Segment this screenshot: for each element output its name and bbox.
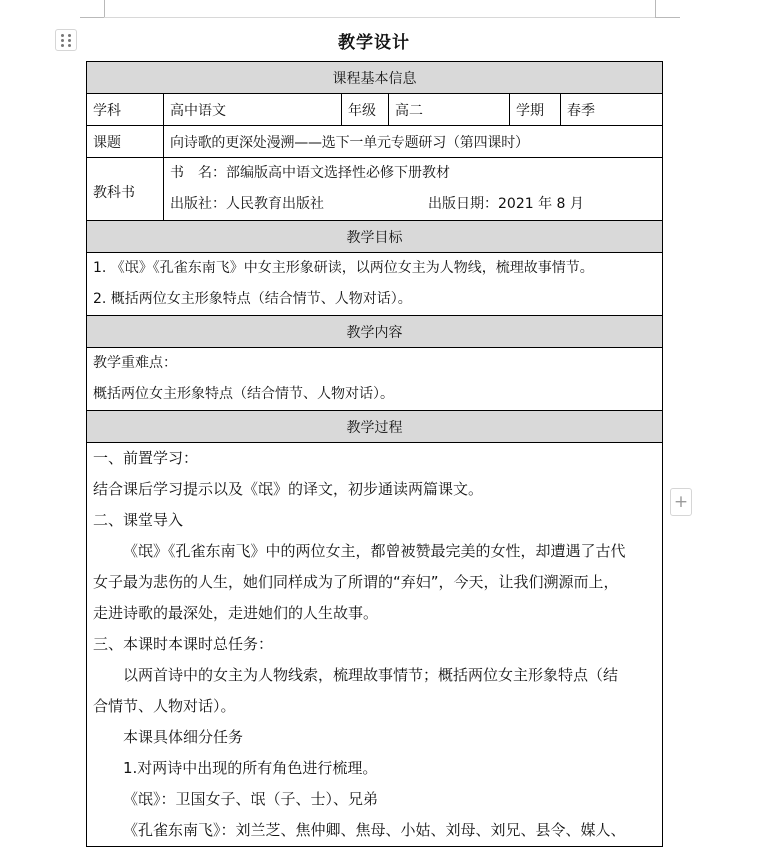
- process-section-1-text: 结合课后学习提示以及《氓》的译文，初步通读两篇课文。: [93, 480, 484, 498]
- term-label: 学期: [510, 94, 561, 126]
- content-cell[interactable]: [87, 348, 663, 411]
- section-header-process: 教学过程: [87, 411, 663, 443]
- textbook-label: 教科书: [87, 158, 164, 221]
- topic-value[interactable]: 向诗歌的更深处漫溯——选下一单元专题研习（第四课时）: [164, 126, 663, 158]
- section-header-objectives: 教学目标: [87, 221, 663, 253]
- page-corner-mark-right-h: [655, 17, 680, 18]
- section-header-basic-info: 课程基本信息: [87, 62, 663, 94]
- drag-dots-icon: [61, 34, 72, 47]
- grade-value[interactable]: 高二: [389, 94, 510, 126]
- process-section-2-line-2: 女子最为悲伤的人生，她们同样成为了所谓的“弃妇”，今天，让我们溯源而上，: [93, 573, 619, 591]
- subject-value[interactable]: 高中语文: [164, 94, 342, 126]
- objective-item-1: 1. 《氓》《孔雀东南飞》中女主形象研读，以两位女主为人物线，梳理故事情节。: [93, 260, 594, 276]
- page-corner-mark-left: [104, 0, 105, 17]
- plus-icon: +: [673, 491, 689, 512]
- process-cell[interactable]: [87, 443, 663, 847]
- textbook-cell[interactable]: [164, 158, 663, 221]
- key-difficulty-text: 概括两位女主形象特点（结合情节、人物对话）。: [93, 386, 394, 402]
- process-section-3-line-1: 以两首诗中的女主为人物线索，梳理故事情节；概括两位女主形象特点（结: [123, 666, 619, 684]
- process-section-1-title: 一、前置学习：: [93, 449, 199, 467]
- book-name: 书 名：部编版高中语文选择性必修下册教材: [170, 165, 450, 181]
- process-section-2-line-3: 走进诗歌的最深处，走进她们的人生故事。: [93, 604, 379, 622]
- grade-label: 年级: [342, 94, 389, 126]
- page-title: 教学设计: [338, 33, 410, 53]
- page-corner-mark-left-h: [80, 17, 105, 18]
- subject-label: 学科: [87, 94, 164, 126]
- objective-item-2: 2. 概括两位女主形象特点（结合情节、人物对话）。: [93, 291, 412, 307]
- page-top-rule: [104, 17, 655, 18]
- objectives-cell[interactable]: [87, 253, 663, 316]
- peacock-roles: 《孔雀东南飞》：刘兰芝、焦仲卿、焦母、小姑、刘母、刘兄、县令、媒人、: [123, 821, 626, 839]
- publisher-line: [170, 189, 656, 220]
- process-section-2-line-1: 《氓》《孔雀东南飞》中的两位女主，都曾被赞最完美的女性，却遭遇了古代: [123, 542, 626, 560]
- section-header-content: 教学内容: [87, 316, 663, 348]
- key-difficulty-label: 教学重难点：: [93, 355, 177, 371]
- publish-date: 出版日期：2021 年 8 月: [428, 196, 584, 212]
- process-section-2-title: 二、课堂导入: [93, 511, 184, 529]
- topic-label: 课题: [87, 126, 164, 158]
- add-block-button[interactable]: [670, 488, 692, 516]
- subtask-title: 本课具体细分任务: [123, 728, 244, 746]
- term-value[interactable]: 春季: [561, 94, 663, 126]
- page-corner-mark-right: [655, 0, 656, 17]
- process-section-3-line-2: 合情节、人物对话）。: [93, 697, 236, 715]
- process-section-3-title: 三、本课时本课时总任务：: [93, 635, 274, 653]
- lesson-design-table: [86, 61, 663, 847]
- block-drag-handle[interactable]: [55, 29, 77, 51]
- mang-roles: 《氓》：卫国女子、氓（子、士）、兄弟: [123, 790, 379, 808]
- publisher: 出版社：人民教育出版社: [170, 196, 324, 212]
- subtask-1: 1.对两诗中出现的所有角色进行梳理。: [123, 759, 378, 777]
